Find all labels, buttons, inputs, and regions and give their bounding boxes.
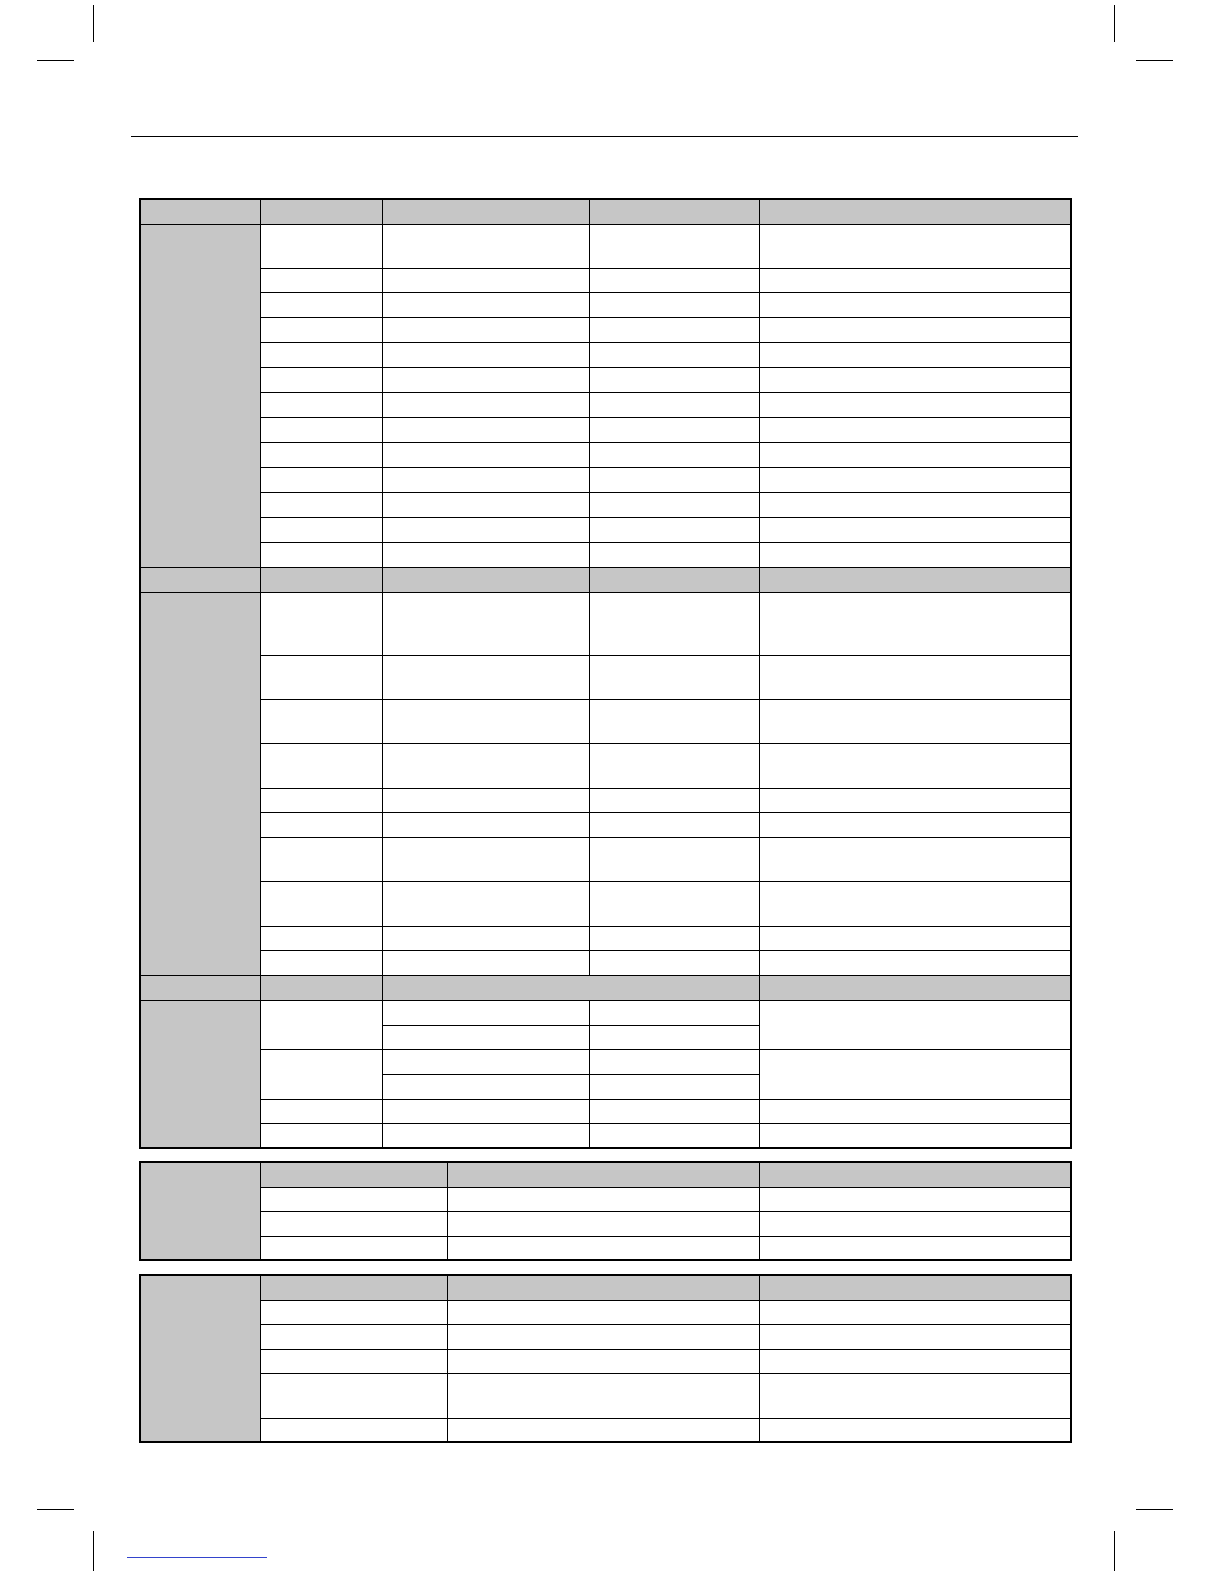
- table-cell: [260, 1349, 447, 1373]
- table-row: [140, 392, 1071, 417]
- table-cell: [382, 950, 589, 975]
- table-cell: [382, 881, 589, 926]
- header-cell: [382, 567, 589, 592]
- header-cell: [260, 1275, 447, 1300]
- table-row: [140, 224, 1071, 268]
- table-cell: [759, 1099, 1071, 1123]
- table-cell: [589, 268, 759, 292]
- footer-link-underline[interactable]: [127, 1557, 267, 1558]
- table-cell: [382, 837, 589, 881]
- table-cell: [589, 492, 759, 517]
- table-cell: [759, 1123, 1071, 1148]
- table-row: [140, 1049, 1071, 1074]
- table-row: [140, 1123, 1071, 1148]
- table-cell: [589, 1000, 759, 1025]
- table-row-header: [140, 567, 1071, 592]
- table-cell: [759, 224, 1071, 268]
- table-row: [140, 1000, 1071, 1025]
- crop-mark-top-right-h: [1136, 60, 1173, 61]
- table-cell: [589, 292, 759, 317]
- table-cell: [382, 517, 589, 542]
- table-row: [140, 1099, 1071, 1123]
- table-cell: [382, 592, 589, 655]
- table-cell: [759, 1300, 1071, 1324]
- section-label-cell: [140, 592, 260, 975]
- table-cell: [260, 1236, 447, 1260]
- table-cell: [447, 1300, 759, 1324]
- table-cell: [260, 317, 382, 342]
- table-cell: [589, 1049, 759, 1074]
- table-cell: [759, 292, 1071, 317]
- table-row: [140, 342, 1071, 367]
- table-cell: [260, 655, 382, 699]
- header-cell: [589, 567, 759, 592]
- table-cell: [759, 926, 1071, 950]
- table-cell: [759, 1211, 1071, 1236]
- table-cell: [260, 743, 382, 788]
- table-cell: [759, 492, 1071, 517]
- table-cell: [447, 1211, 759, 1236]
- table-cell: [759, 1418, 1071, 1442]
- header-cell: [260, 1162, 447, 1187]
- table-cell: [260, 342, 382, 367]
- table-cell: [759, 317, 1071, 342]
- table-cell: [589, 392, 759, 417]
- header-rule: [131, 136, 1078, 137]
- table-cell: [260, 292, 382, 317]
- crop-mark-top-left-v: [93, 5, 94, 42]
- table-cell: [447, 1373, 759, 1418]
- table-cell: [589, 881, 759, 926]
- table-cell: [382, 1074, 589, 1099]
- table-cell: [759, 699, 1071, 743]
- table-cell: [759, 517, 1071, 542]
- table-cell: [759, 442, 1071, 467]
- table-cell: [589, 592, 759, 655]
- section-label-cell: [140, 224, 260, 567]
- table-cell: [260, 467, 382, 492]
- header-cell: [447, 1275, 759, 1300]
- table-row: [140, 442, 1071, 467]
- table-cell: [589, 317, 759, 342]
- table-cell: [260, 1123, 382, 1148]
- header-cell: [382, 199, 589, 224]
- table-cell: [260, 1099, 382, 1123]
- table-cell: [382, 1099, 589, 1123]
- table-row: [140, 881, 1071, 926]
- table-cell: [759, 1373, 1071, 1418]
- table-cell: [382, 1123, 589, 1148]
- table-row: [140, 743, 1071, 788]
- table-row: [140, 268, 1071, 292]
- table-cell: [589, 224, 759, 268]
- table-cell: [260, 1324, 447, 1349]
- table-cell: [759, 542, 1071, 567]
- table-cell: [589, 467, 759, 492]
- table-row: [140, 467, 1071, 492]
- table-row: [140, 1349, 1071, 1373]
- header-cell: [382, 975, 759, 1000]
- table-cell: [260, 542, 382, 567]
- table-cell: [759, 788, 1071, 812]
- table-row-header: [140, 1275, 1071, 1300]
- header-cell: [140, 199, 260, 224]
- table-row: [140, 1300, 1071, 1324]
- table-cell: [260, 699, 382, 743]
- table-cell: [759, 837, 1071, 881]
- table-cell: [382, 1049, 589, 1074]
- table-cell: [759, 1187, 1071, 1211]
- table-cell: [759, 1000, 1071, 1049]
- table-cell: [759, 881, 1071, 926]
- table-cell: [260, 367, 382, 392]
- table-cell: [382, 1025, 589, 1049]
- table-cell: [382, 292, 589, 317]
- table-cell: [447, 1324, 759, 1349]
- table-cell: [759, 1236, 1071, 1260]
- table-cell: [589, 1074, 759, 1099]
- table-cell: [382, 224, 589, 268]
- table-cell: [260, 224, 382, 268]
- table-cell: [589, 1099, 759, 1123]
- table-cell: [260, 1373, 447, 1418]
- table-row: [140, 837, 1071, 881]
- table-cell: [382, 699, 589, 743]
- table-cell: [382, 417, 589, 442]
- table-cell: [589, 367, 759, 392]
- table-cell: [759, 467, 1071, 492]
- table-cell: [260, 1418, 447, 1442]
- table-cell: [589, 1123, 759, 1148]
- table-row: [140, 1373, 1071, 1418]
- table-row: [140, 492, 1071, 517]
- section-label-cell: [140, 1000, 260, 1148]
- header-cell: [759, 1162, 1071, 1187]
- table-cell: [382, 542, 589, 567]
- table-row: [140, 592, 1071, 655]
- table-cell: [382, 317, 589, 342]
- table-cell: [759, 1049, 1071, 1099]
- table-cell: [759, 268, 1071, 292]
- table-row: [140, 1187, 1071, 1211]
- table-cell: [589, 837, 759, 881]
- table-cell: [260, 1300, 447, 1324]
- header-cell: [589, 199, 759, 224]
- table-cell: [589, 812, 759, 837]
- table-cell: [260, 392, 382, 417]
- table-cell: [260, 788, 382, 812]
- table-row: [140, 317, 1071, 342]
- header-cell: [260, 199, 382, 224]
- table-cell: [759, 417, 1071, 442]
- table-row-header: [140, 1162, 1071, 1187]
- crop-mark-top-right-v: [1114, 5, 1115, 42]
- table-cell: [382, 655, 589, 699]
- crop-mark-top-left-h: [37, 60, 74, 61]
- table-cell: [260, 268, 382, 292]
- table-row: [140, 812, 1071, 837]
- table-cell: [382, 492, 589, 517]
- table-row: [140, 1324, 1071, 1349]
- header-cell: [759, 1275, 1071, 1300]
- table-row: [140, 788, 1071, 812]
- table-cell: [382, 926, 589, 950]
- table-cell: [759, 392, 1071, 417]
- table-row: [140, 926, 1071, 950]
- table-cell: [260, 881, 382, 926]
- table-cell: [589, 417, 759, 442]
- crop-mark-bottom-left-h: [37, 1509, 74, 1510]
- table-row-header: [140, 975, 1071, 1000]
- table-cell: [759, 743, 1071, 788]
- crop-mark-bottom-right-v: [1114, 1531, 1115, 1571]
- table-cell: [260, 1049, 382, 1099]
- table-cell: [589, 699, 759, 743]
- table-row: [140, 699, 1071, 743]
- table-cell: [260, 417, 382, 442]
- table-cell: [759, 367, 1071, 392]
- header-cell: [759, 199, 1071, 224]
- header-cell: [759, 975, 1071, 1000]
- section-label-cell: [140, 1275, 260, 1442]
- table-row: [140, 417, 1071, 442]
- spec-table: [139, 198, 1072, 1149]
- table-cell: [589, 342, 759, 367]
- table-cell: [260, 492, 382, 517]
- tertiary-table: [139, 1274, 1072, 1443]
- header-cell: [260, 567, 382, 592]
- table-cell: [382, 268, 589, 292]
- table-cell: [759, 812, 1071, 837]
- table-cell: [260, 950, 382, 975]
- table-cell: [260, 837, 382, 881]
- table-cell: [382, 812, 589, 837]
- table-cell: [759, 1349, 1071, 1373]
- table-cell: [447, 1236, 759, 1260]
- table-cell: [589, 788, 759, 812]
- table-cell: [447, 1349, 759, 1373]
- table-cell: [382, 367, 589, 392]
- table-cell: [260, 812, 382, 837]
- header-cell: [140, 975, 260, 1000]
- table-cell: [260, 592, 382, 655]
- table-cell: [589, 1025, 759, 1049]
- crop-mark-bottom-right-h: [1136, 1509, 1173, 1510]
- table-cell: [759, 1324, 1071, 1349]
- table-cell: [260, 1000, 382, 1049]
- table-cell: [589, 950, 759, 975]
- table-cell: [759, 655, 1071, 699]
- table-row: [140, 1418, 1071, 1442]
- table-cell: [260, 442, 382, 467]
- table-row: [140, 1236, 1071, 1260]
- table-cell: [260, 517, 382, 542]
- secondary-table: [139, 1161, 1072, 1261]
- table-cell: [589, 655, 759, 699]
- table-cell: [759, 342, 1071, 367]
- table-row: [140, 950, 1071, 975]
- table-row: [140, 542, 1071, 567]
- table-cell: [447, 1187, 759, 1211]
- table-cell: [589, 542, 759, 567]
- table-cell: [382, 743, 589, 788]
- header-cell: [447, 1162, 759, 1187]
- table-row-header: [140, 199, 1071, 224]
- table-cell: [260, 1211, 447, 1236]
- table-cell: [260, 926, 382, 950]
- table-cell: [382, 392, 589, 417]
- table-cell: [589, 926, 759, 950]
- table-cell: [382, 442, 589, 467]
- table-cell: [382, 467, 589, 492]
- crop-mark-bottom-left-v: [93, 1531, 94, 1571]
- table-row: [140, 1211, 1071, 1236]
- table-row: [140, 655, 1071, 699]
- table-row: [140, 367, 1071, 392]
- section-label-cell: [140, 1162, 260, 1260]
- table-cell: [260, 1187, 447, 1211]
- table-cell: [382, 788, 589, 812]
- table-cell: [589, 743, 759, 788]
- table-cell: [382, 1000, 589, 1025]
- table-cell: [759, 592, 1071, 655]
- header-cell: [759, 567, 1071, 592]
- header-cell: [260, 975, 382, 1000]
- table-cell: [382, 342, 589, 367]
- table-cell: [759, 950, 1071, 975]
- table-row: [140, 517, 1071, 542]
- table-row: [140, 292, 1071, 317]
- table-cell: [589, 517, 759, 542]
- header-cell: [140, 567, 260, 592]
- table-cell: [589, 442, 759, 467]
- table-cell: [447, 1418, 759, 1442]
